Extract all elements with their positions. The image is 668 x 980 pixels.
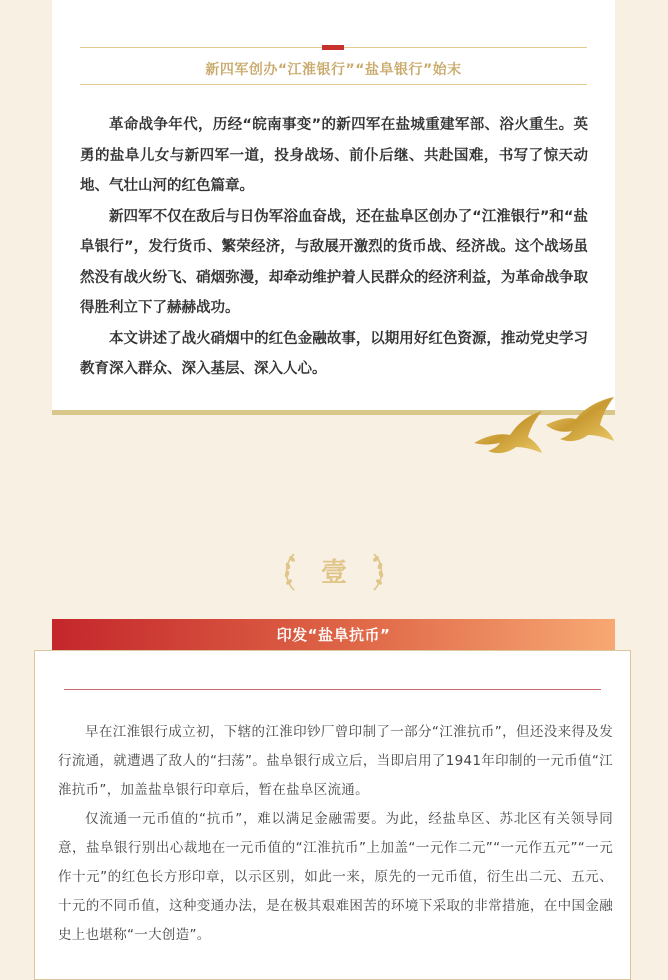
intro-title: 新四军创办“江淮银行”“盐阜银行”始末 xyxy=(205,62,462,78)
section-paragraph: 早在江淮银行成立初，下辖的江淮印钞厂曾印制了一部分“江淮抗币”，但还没来得及发行流通，就遭遇了敌人的“扫荡”。盐阜银行成立后，当即启用了1941年印制的一元币值“江淮抗币”，加盖盐阜银行印章后，暂在盐阜区流通。 xyxy=(58,724,613,798)
intro-title-underline xyxy=(80,84,587,85)
section-card-rule xyxy=(64,689,601,690)
intro-body xyxy=(80,110,588,385)
intro-paragraph: 革命战争年代，历经“皖南事变”的新四军在盐城重建军部、浴火重生。英勇的盐阜儿女与新四军一道，投身战场、前仆后继、共赴国难，书写了惊天动地、气壮山河的红色篇章。 xyxy=(80,117,588,194)
intro-title-rule-left xyxy=(80,47,322,48)
intro-paragraph: 新四军不仅在敌后与日伪军浴血奋战，还在盐阜区创办了“江淮银行”和“盐阜银行”，发行货币、繁荣经济，与敌展开激烈的货币战、经济战。这个战场虽然没有战火纷飞、硝烟弥漫，却牵动维护着人民群众的经济利益，为革命战争取得胜利立下了赫赫战功。 xyxy=(80,208,588,316)
dove-icon xyxy=(470,395,620,460)
section-number: 壹 xyxy=(320,558,347,588)
section-paragraph: 仅流通一元币值的“抗币”，难以满足金融需要。为此，经盐阜区、苏北区有关领导同意，盐阜银行别出心裁地在一元币值的“江淮抗币”上加盖“一元作二元”“一元作五元”“一元作十元”的红色长方形印章，以示区别，如此一来，原先的一元币值，衍生出二元、五元、十元的不同币值，这种变通办法，是在极其艰难困苦的环境下采取的非常措施，在中国金融史上也堪称“一大创造”。 xyxy=(58,811,613,943)
intro-paragraph: 本文讲述了战火硝烟中的红色金融故事，以期用好红色资源，推动党史学习教育深入群众、深入基层、深入人心。 xyxy=(80,330,588,377)
intro-title-rule-right xyxy=(344,47,587,48)
intro-title-red-marker xyxy=(322,45,344,50)
section-title-banner xyxy=(52,619,615,651)
section-title: 印发“盐阜抗币” xyxy=(276,626,391,644)
section-body xyxy=(58,718,613,950)
doves-decoration xyxy=(470,395,620,460)
section-number-seal xyxy=(280,550,388,594)
